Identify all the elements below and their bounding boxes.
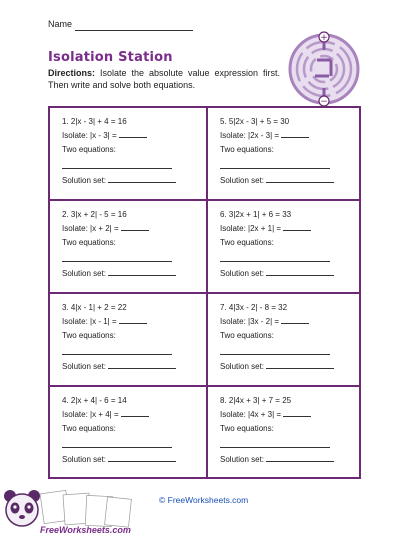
solution-answer-line[interactable] (266, 461, 334, 462)
directions (48, 67, 280, 91)
solution-set-label: Solution set: (220, 362, 265, 371)
isolate-answer-line[interactable] (281, 137, 309, 138)
solution-answer-line[interactable] (266, 275, 334, 276)
name-line (75, 30, 193, 31)
problem-cell (208, 387, 362, 478)
isolate-label: Isolate: |2x + 1| = (220, 224, 282, 233)
two-equations-label: Two equations: (220, 238, 274, 247)
worksheet-title: Isolation Station (48, 50, 173, 65)
equations-answer-line[interactable] (62, 447, 172, 448)
equations-answer-line[interactable] (220, 354, 330, 355)
two-equations-label: Two equations: (220, 424, 274, 433)
problem-grid (48, 106, 361, 479)
equations-answer-line[interactable] (220, 261, 330, 262)
isolate-label: Isolate: |x - 3| = (62, 131, 117, 140)
logo-text: FreeWorksheets.com (40, 525, 131, 535)
directions-text: Isolate the absolute value expression first. Then write and solve both equations. (48, 68, 280, 90)
problem-equation: 3. 4|x - 1| + 2 = 22 (62, 303, 127, 312)
problem-equation: 6. 3|2x + 1| + 6 = 33 (220, 210, 292, 219)
equations-answer-line[interactable] (62, 354, 172, 355)
isolate-label: Isolate: |x - 1| = (62, 317, 117, 326)
problem-cell (50, 387, 204, 478)
problem-cell (50, 294, 204, 385)
problem-cell (50, 108, 204, 199)
isolate-answer-line[interactable] (119, 137, 147, 138)
solution-set-label: Solution set: (220, 455, 265, 464)
equations-answer-line[interactable] (62, 261, 172, 262)
problem-cell (208, 201, 362, 292)
solution-set-label: Solution set: (220, 269, 265, 278)
two-equations-label: Two equations: (62, 145, 116, 154)
problem-equation: 5. 5|2x - 3| + 5 = 30 (220, 117, 290, 126)
solution-answer-line[interactable] (108, 461, 176, 462)
solution-answer-line[interactable] (266, 368, 334, 369)
isolate-label: Isolate: |2x - 3| = (220, 131, 280, 140)
two-equations-label: Two equations: (220, 331, 274, 340)
problem-equation: 1. 2|x - 3| + 4 = 16 (62, 117, 127, 126)
two-equations-label: Two equations: (62, 424, 116, 433)
two-equations-label: Two equations: (220, 145, 274, 154)
isolate-answer-line[interactable] (121, 416, 149, 417)
directions-label: Directions: (48, 68, 96, 78)
two-equations-label: Two equations: (62, 238, 116, 247)
isolate-answer-line[interactable] (283, 230, 311, 231)
problem-cell (50, 201, 204, 292)
copyright-link[interactable]: © FreeWorksheets.com (159, 495, 249, 505)
isolate-answer-line[interactable] (119, 323, 147, 324)
solution-set-label: Solution set: (62, 362, 107, 371)
problem-equation: 4. 2|x + 4| - 6 = 14 (62, 396, 127, 405)
isolate-label: Isolate: |3x - 2| = (220, 317, 280, 326)
solution-answer-line[interactable] (108, 368, 176, 369)
problem-equation: 7. 4|3x - 2| - 8 = 32 (220, 303, 288, 312)
solution-set-label: Solution set: (62, 176, 107, 185)
svg-text:−: − (320, 97, 328, 107)
equations-answer-line[interactable] (220, 447, 330, 448)
solution-set-label: Solution set: (62, 269, 107, 278)
problem-equation: 2. 3|x + 2| - 5 = 16 (62, 210, 127, 219)
isolate-label: Isolate: |4x + 3| = (220, 410, 282, 419)
two-equations-label: Two equations: (62, 331, 116, 340)
solution-answer-line[interactable] (266, 182, 334, 183)
problem-cell (208, 108, 362, 199)
isolate-answer-line[interactable] (283, 416, 311, 417)
solution-set-label: Solution set: (220, 176, 265, 185)
equations-answer-line[interactable] (220, 168, 330, 169)
isolate-label: Isolate: |x + 4| = (62, 410, 119, 419)
problem-equation: 8. 2|4x + 3| + 7 = 25 (220, 396, 292, 405)
equations-answer-line[interactable] (62, 168, 172, 169)
problem-cell (208, 294, 362, 385)
name-label: Name (48, 19, 73, 29)
svg-text:+: + (320, 33, 328, 43)
isolate-label: Isolate: |x + 2| = (62, 224, 119, 233)
maze-icon (285, 30, 363, 108)
solution-set-label: Solution set: (62, 455, 107, 464)
solution-answer-line[interactable] (108, 182, 176, 183)
solution-answer-line[interactable] (108, 275, 176, 276)
isolate-answer-line[interactable] (121, 230, 149, 231)
isolate-answer-line[interactable] (281, 323, 309, 324)
